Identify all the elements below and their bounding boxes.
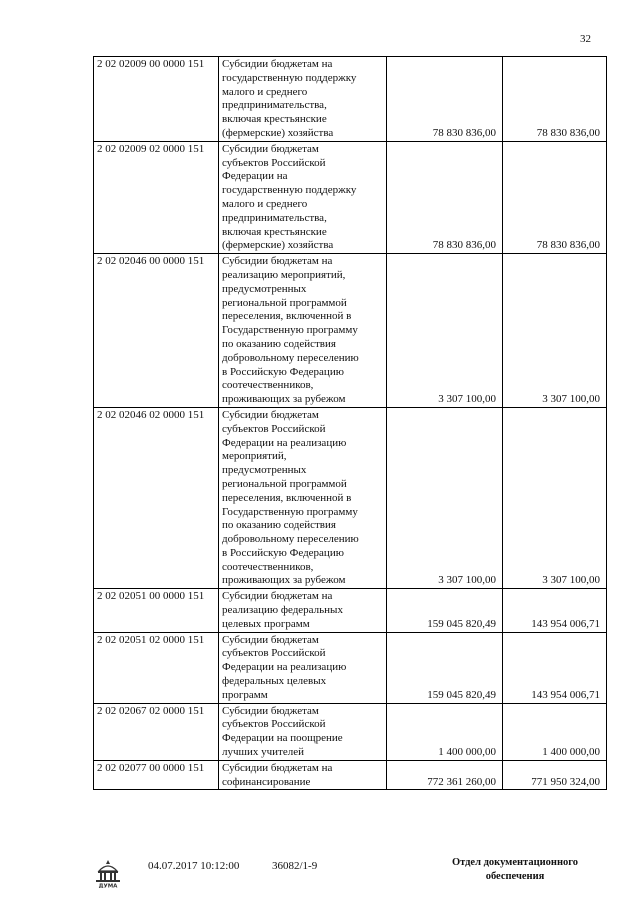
budget-table (93, 56, 607, 790)
budget-code: 2 02 02067 02 0000 151 (94, 703, 219, 760)
item-name (219, 703, 387, 760)
item-name-line: предпринимательства, (222, 211, 327, 224)
budget-code: 2 02 02046 02 0000 151 (94, 407, 219, 588)
item-name-line: переселения, включенной в (222, 491, 352, 504)
item-name-line: реализацию федеральных (222, 604, 343, 617)
item-name-line: соотечественников, (222, 560, 314, 573)
item-name-line: субъектов Российской (222, 718, 326, 731)
amount-executed: 3 307 100,00 (503, 407, 607, 588)
item-name-line: мероприятий, (222, 450, 287, 463)
item-name-line: добровольному переселению (222, 533, 359, 546)
item-name-line: реализацию мероприятий, (222, 268, 346, 281)
amount-executed: 143 954 006,71 (503, 632, 607, 703)
item-name-line: в Российскую Федерацию (222, 365, 344, 378)
item-name-line: Субсидии бюджетам (222, 142, 319, 155)
footer-department (430, 856, 600, 884)
item-name-line: софинансирование (222, 775, 311, 788)
item-name-line: (фермерские) хозяйства (222, 126, 334, 139)
budget-code: 2 02 02077 00 0000 151 (94, 760, 219, 790)
duma-emblem-icon (92, 858, 124, 888)
item-name-line: предпринимательства, (222, 99, 327, 112)
footer-date: 04.07.2017 10:12:00 (148, 860, 240, 872)
item-name-line: Субсидии бюджетам (222, 633, 319, 646)
item-name (219, 760, 387, 790)
item-name-line: целевых программ (222, 617, 310, 630)
table-row (94, 632, 607, 703)
amount-executed: 143 954 006,71 (503, 589, 607, 632)
item-name-line: по оказанию содействия (222, 337, 336, 350)
item-name-line: Субсидии бюджетам (222, 704, 319, 717)
item-name (219, 141, 387, 253)
amount-plan: 3 307 100,00 (387, 407, 503, 588)
budget-code: 2 02 02051 02 0000 151 (94, 632, 219, 703)
amount-plan: 78 830 836,00 (387, 141, 503, 253)
item-name-line: включая крестьянские (222, 225, 327, 238)
item-name-line: Государственную программу (222, 324, 358, 337)
item-name-line: добровольному переселению (222, 351, 359, 364)
item-name-line: субъектов Российской (222, 422, 326, 435)
item-name-line: Субсидии бюджетам на (222, 761, 333, 774)
item-name-line: государственную поддержку (222, 71, 357, 84)
item-name-line: Субсидии бюджетам на (222, 255, 333, 268)
amount-plan: 1 400 000,00 (387, 703, 503, 760)
item-name-line: предусмотренных (222, 464, 307, 477)
item-name-line: Субсидии бюджетам (222, 408, 319, 421)
table-row (94, 703, 607, 760)
item-name (219, 589, 387, 632)
item-name (219, 254, 387, 408)
item-name-line: субъектов Российской (222, 156, 326, 169)
item-name-line: субъектов Российской (222, 647, 326, 660)
amount-executed: 78 830 836,00 (503, 141, 607, 253)
item-name-line: Субсидии бюджетам на (222, 590, 333, 603)
item-name-line: Государственную программу (222, 505, 358, 518)
item-name (219, 632, 387, 703)
table-row (94, 407, 607, 588)
item-name-line: в Российскую Федерацию (222, 546, 344, 559)
amount-executed: 78 830 836,00 (503, 57, 607, 142)
item-name-line: проживающих за рубежом (222, 393, 346, 406)
table-row (94, 254, 607, 408)
item-name-line: лучших учителей (222, 746, 304, 759)
footer (0, 852, 640, 892)
item-name-line: переселения, включенной в (222, 310, 352, 323)
item-name-line: региональной программой (222, 296, 347, 309)
item-name-line: Федерации на (222, 170, 288, 183)
amount-executed: 771 950 324,00 (503, 760, 607, 790)
amount-plan: 159 045 820,49 (387, 632, 503, 703)
table-row (94, 57, 607, 142)
amount-plan: 78 830 836,00 (387, 57, 503, 142)
item-name-line: по оказанию содействия (222, 519, 336, 532)
item-name-line: государственную поддержку (222, 184, 357, 197)
item-name-line: малого и среднего (222, 197, 308, 210)
budget-table-body (94, 57, 607, 790)
amount-executed: 1 400 000,00 (503, 703, 607, 760)
item-name-line: Федерации на поощрение (222, 732, 343, 745)
amount-plan: 772 361 260,00 (387, 760, 503, 790)
item-name-line: Федерации на реализацию (222, 661, 347, 674)
budget-code: 2 02 02009 00 0000 151 (94, 57, 219, 142)
department-line-1: Отдел документационного (451, 857, 579, 868)
item-name (219, 57, 387, 142)
footer-doc-number: 36082/1-9 (272, 860, 318, 872)
amount-plan: 159 045 820,49 (387, 589, 503, 632)
item-name-line: региональной программой (222, 477, 347, 490)
amount-plan: 3 307 100,00 (387, 254, 503, 408)
item-name-line: (фермерские) хозяйства (222, 239, 334, 252)
budget-code: 2 02 02009 02 0000 151 (94, 141, 219, 253)
item-name-line: проживающих за рубежом (222, 574, 346, 587)
item-name (219, 407, 387, 588)
item-name-line: предусмотренных (222, 282, 307, 295)
item-name-line: соотечественников, (222, 379, 314, 392)
item-name-line: Субсидии бюджетам на (222, 58, 333, 70)
department-line-2: обеспечения (485, 871, 545, 882)
item-name-line: включая крестьянские (222, 113, 327, 126)
table-row (94, 589, 607, 632)
budget-code: 2 02 02046 00 0000 151 (94, 254, 219, 408)
page-number: 32 (580, 33, 591, 45)
table-row (94, 760, 607, 790)
amount-executed: 3 307 100,00 (503, 254, 607, 408)
emblem-text: ДУМА (98, 883, 118, 888)
item-name-line: программ (222, 688, 268, 701)
budget-code: 2 02 02051 00 0000 151 (94, 589, 219, 632)
table-row (94, 141, 607, 253)
item-name-line: федеральных целевых (222, 675, 327, 688)
item-name-line: Федерации на реализацию (222, 436, 347, 449)
item-name-line: малого и среднего (222, 85, 308, 98)
